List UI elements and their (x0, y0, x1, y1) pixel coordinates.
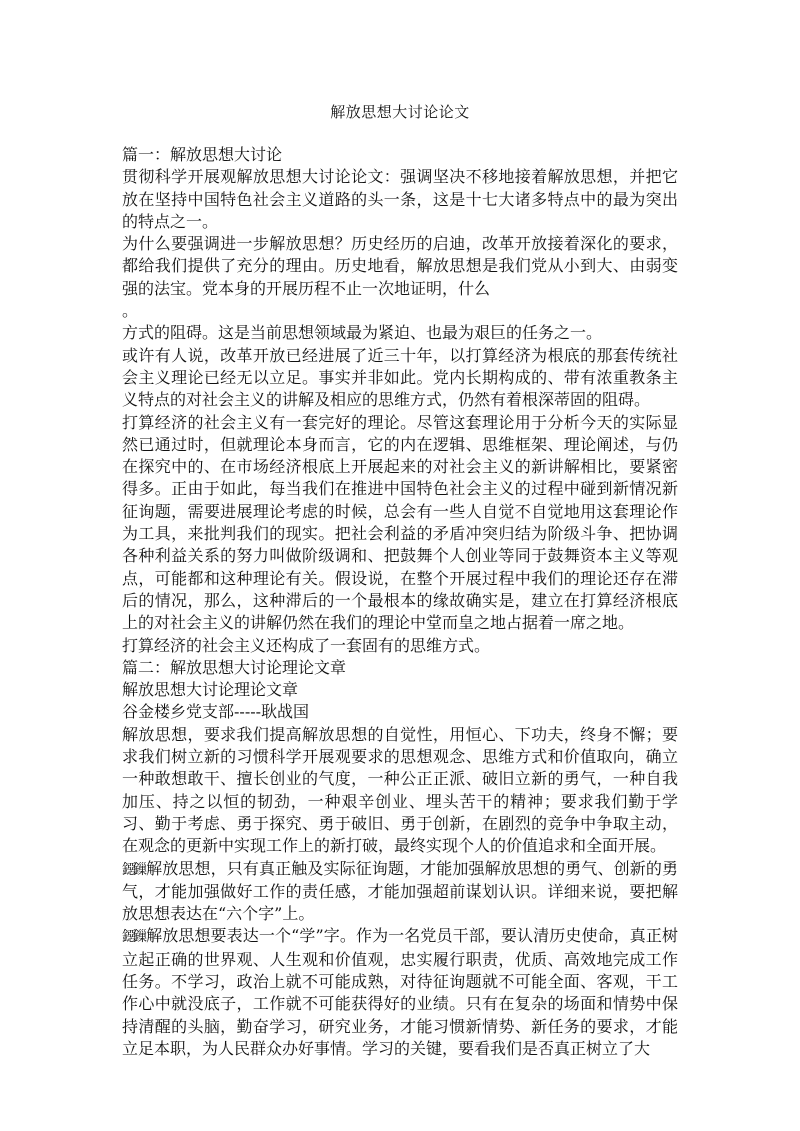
paragraph: 或许有人说，改革开放已经进展了近三十年，以打算经济为根底的那套传统社会主义理论已经无以立足。事实并非如此。党内长期构成的、带有浓重教条主义特点的对社会主义的讲解及相应的思维方式，仍然有着根深蒂固的阻碍。 (122, 345, 678, 410)
section2-subtitle: 解放思想大讨论理论文章 (122, 680, 299, 700)
paragraph: 解放思想，要求我们提高解放思想的自觉性，用恒心、下功夫，终身不懈；要求我们树立新的习惯科学开展观要求的思想观念、思维方式和价值取向，确立一种敢想敢干、擅长创业的气度，一种公正正派、破旧立新的勇气，一种自我加压、持之以恒的韧劲，一种艰辛创业、埋头苦干的精神；要求我们勤于学习、勤于考虑、勇于探究、勇于破旧、勇于创新，在剧烈的竞争中争取主动，在观念的更新中实现工作上的新打破，最终实现个人的价值追求和全面开展。 (122, 724, 678, 856)
paragraph-text: 解放思想，只有真正触及实际征询题，才能加强解放思想的勇气、创新的勇气，才能加强做好工作的责任感，才能加强超前谋划认识。详细来说，要把解放思想表达在“六个字”上。 (122, 858, 678, 924)
paragraph (122, 925, 678, 1060)
section2-author: 谷金楼乡党支部-----耿战国 (122, 702, 310, 722)
paragraph: 方式的阻碍。这是当前思想领域最为紧迫、也最为艰巨的任务之一。 (122, 323, 603, 343)
paragraph: 贯彻科学开展观解放思想大讨论论文：强调坚决不移地接着解放思想，并把它放在坚持中国特色社会主义道路的头一条，这是十七大诸多特点中的最为突出的特点之一。 (122, 167, 678, 231)
paragraph: 打算经济的社会主义还构成了一套固有的思维方式。 (122, 635, 491, 655)
paragraph (122, 858, 678, 926)
document-title: 解放思想大讨论论文 (330, 103, 470, 121)
garbled-glyph: 鐚鏁 (122, 929, 144, 946)
section1-heading: 篇一：解放思想大讨论 (122, 145, 283, 164)
document-body (122, 144, 678, 1060)
paragraph: 为什么要强调进一步解放思想？历史经历的启迪，改革开放接着深化的要求，都给我们提供了充分的理由。历史地看，解放思想是我们党从小到大、由弱变强的法宝。党本身的开展历程不止一次地证明，什么 (122, 234, 678, 298)
garbled-glyph: 鐚鏁 (122, 861, 144, 878)
paragraph: 。 (122, 301, 139, 321)
paragraph: 打算经济的社会主义有一套完好的理论。尽管这套理论用于分析今天的实际显然已通过时，但就理论本身而言，它的内在逻辑、思维框架、理论阐述，与仍在探究中的、在市场经济根底上开展起来的对社会主义的新讲解相比，要紧密得多。正由于如此，每当我们在推进中国特色社会主义的过程中碰到新情况新征询题，需要进展理论考虑的时候，总会有一些人自觉不自觉地用这套理论作为工具，来批判我们的现实。把社会利益的矛盾冲突归结为阶级斗争、把协调各种利益关系的努力叫做阶级调和、把鼓舞个人创业等同于鼓舞资本主义等观点，可能都和这种理论有关。假设说，在整个开展过程中我们的理论还存在滞后的情况，那么，这种滞后的一个最根本的缘故确实是，建立在打算经济根底上的对社会主义的讲解仍然在我们的理论中堂而皇之地占据着一席之地。 (122, 412, 678, 633)
paragraph-text: 解放思想要表达一个“学”字。作为一名党员干部，要认清历史使命，真正树立起正确的世界观、人生观和价值观，忠实履行职责，优质、高效地完成工作任务。不学习，政治上就不可能成熟，对待征询题就不可能全面、客观，干工作心中就没底子，工作就不可能获得好的业绩。只有在复杂的场面和情势中保持清醒的头脑，勤奋学习，研究业务，才能习惯新情势、新任务的要求，才能立足本职，为人民群众办好事情。学习的关键，要看我们是否真正树立了大 (122, 926, 678, 1058)
section2-heading: 篇二：解放思想大讨论理论文章 (122, 657, 347, 677)
